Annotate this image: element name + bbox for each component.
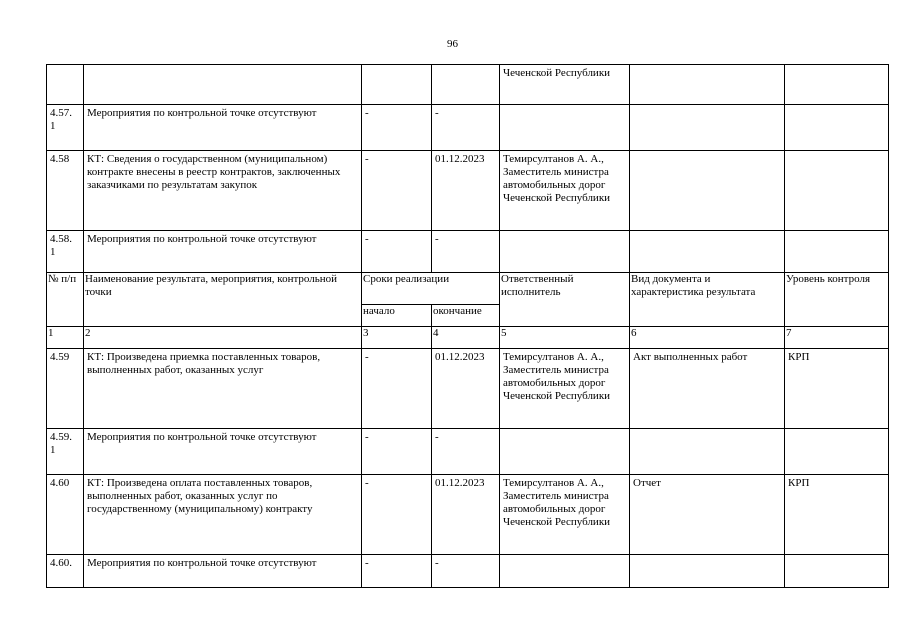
row-document: Отчет [630, 475, 785, 555]
row-responsible [500, 231, 630, 273]
table-row [47, 429, 889, 475]
header-num: № п/п [47, 273, 84, 327]
row-document [630, 105, 785, 151]
row-name: Мероприятия по контрольной точке отсутствуют [84, 429, 362, 475]
header-index-1: 1 [47, 327, 84, 349]
row-control-level [785, 65, 889, 105]
header-end: окончание [432, 305, 500, 327]
row-responsible [500, 105, 630, 151]
row-start-date: - [362, 105, 432, 151]
table-row [47, 151, 889, 231]
row-name: Мероприятия по контрольной точке отсутствуют [84, 105, 362, 151]
row-responsible [500, 555, 630, 588]
row-end-date: 01.12.2023 [432, 475, 500, 555]
row-number [47, 65, 84, 105]
header-document: Вид документа и характеристика результата [630, 273, 785, 327]
row-control-level: КРП [785, 475, 889, 555]
row-end-date: 01.12.2023 [432, 349, 500, 429]
header-start: начало [362, 305, 432, 327]
row-start-date: - [362, 349, 432, 429]
header-index-2: 2 [84, 327, 362, 349]
row-end-date: - [432, 231, 500, 273]
row-end-date: - [432, 429, 500, 475]
row-start-date: - [362, 475, 432, 555]
header-responsible: Ответственный исполнитель [500, 273, 630, 327]
row-start-date: - [362, 151, 432, 231]
row-number: 4.58 [47, 151, 84, 231]
row-end-date: - [432, 105, 500, 151]
table-header [47, 273, 889, 349]
table-row [47, 349, 889, 429]
page-number: 96 [447, 38, 458, 50]
row-document [630, 65, 785, 105]
row-control-level [785, 429, 889, 475]
row-number: 4.57. 1 [47, 105, 84, 151]
row-control-level [785, 151, 889, 231]
header-index-6: 6 [630, 327, 785, 349]
row-control-level: КРП [785, 349, 889, 429]
table-row [47, 65, 889, 105]
row-responsible: Темирсултанов А. А., Заместитель министра автомобильных дорог Чеченской Республики [500, 151, 630, 231]
row-start-date: - [362, 429, 432, 475]
table-row [47, 231, 889, 273]
row-number: 4.58. 1 [47, 231, 84, 273]
row-name: Мероприятия по контрольной точке отсутствуют [84, 555, 362, 588]
row-document [630, 151, 785, 231]
row-number: 4.60. [47, 555, 84, 588]
row-responsible [500, 429, 630, 475]
row-responsible: Темирсултанов А. А., Заместитель министра автомобильных дорог Чеченской Республики [500, 349, 630, 429]
row-document [630, 231, 785, 273]
row-end-date: 01.12.2023 [432, 151, 500, 231]
row-number: 4.59 [47, 349, 84, 429]
row-number: 4.60 [47, 475, 84, 555]
row-responsible: Чеченской Республики [500, 65, 630, 105]
row-document [630, 429, 785, 475]
table-row [47, 105, 889, 151]
row-start-date: - [362, 231, 432, 273]
plan-table [46, 64, 889, 588]
row-control-level [785, 231, 889, 273]
header-index-3: 3 [362, 327, 432, 349]
row-responsible: Темирсултанов А. А., Заместитель министра автомобильных дорог Чеченской Республики [500, 475, 630, 555]
row-name: КТ: Произведена приемка поставленных товаров, выполненных работ, оказанных услуг [84, 349, 362, 429]
header-dates: Сроки реализации [362, 273, 500, 305]
row-name: КТ: Произведена оплата поставленных товаров, выполненных работ, оказанных услуг по государственному (муниципальному) контракту [84, 475, 362, 555]
row-control-level [785, 105, 889, 151]
table-row [47, 475, 889, 555]
row-control-level [785, 555, 889, 588]
row-start-date [362, 65, 432, 105]
header-index-5: 5 [500, 327, 630, 349]
row-number: 4.59. 1 [47, 429, 84, 475]
row-end-date [432, 65, 500, 105]
row-name [84, 65, 362, 105]
row-name: Мероприятия по контрольной точке отсутствуют [84, 231, 362, 273]
row-document [630, 555, 785, 588]
header-index-4: 4 [432, 327, 500, 349]
header-name: Наименование результата, мероприятия, контрольной точки [84, 273, 362, 327]
row-document: Акт выполненных работ [630, 349, 785, 429]
table-row [47, 555, 889, 588]
row-start-date: - [362, 555, 432, 588]
row-name: КТ: Сведения о государственном (муниципальном) контракте внесены в реестр контрактов, заключенных заказчиками по результатам закупок [84, 151, 362, 231]
header-index-7: 7 [785, 327, 889, 349]
header-level: Уровень контроля [785, 273, 889, 327]
row-end-date: - [432, 555, 500, 588]
